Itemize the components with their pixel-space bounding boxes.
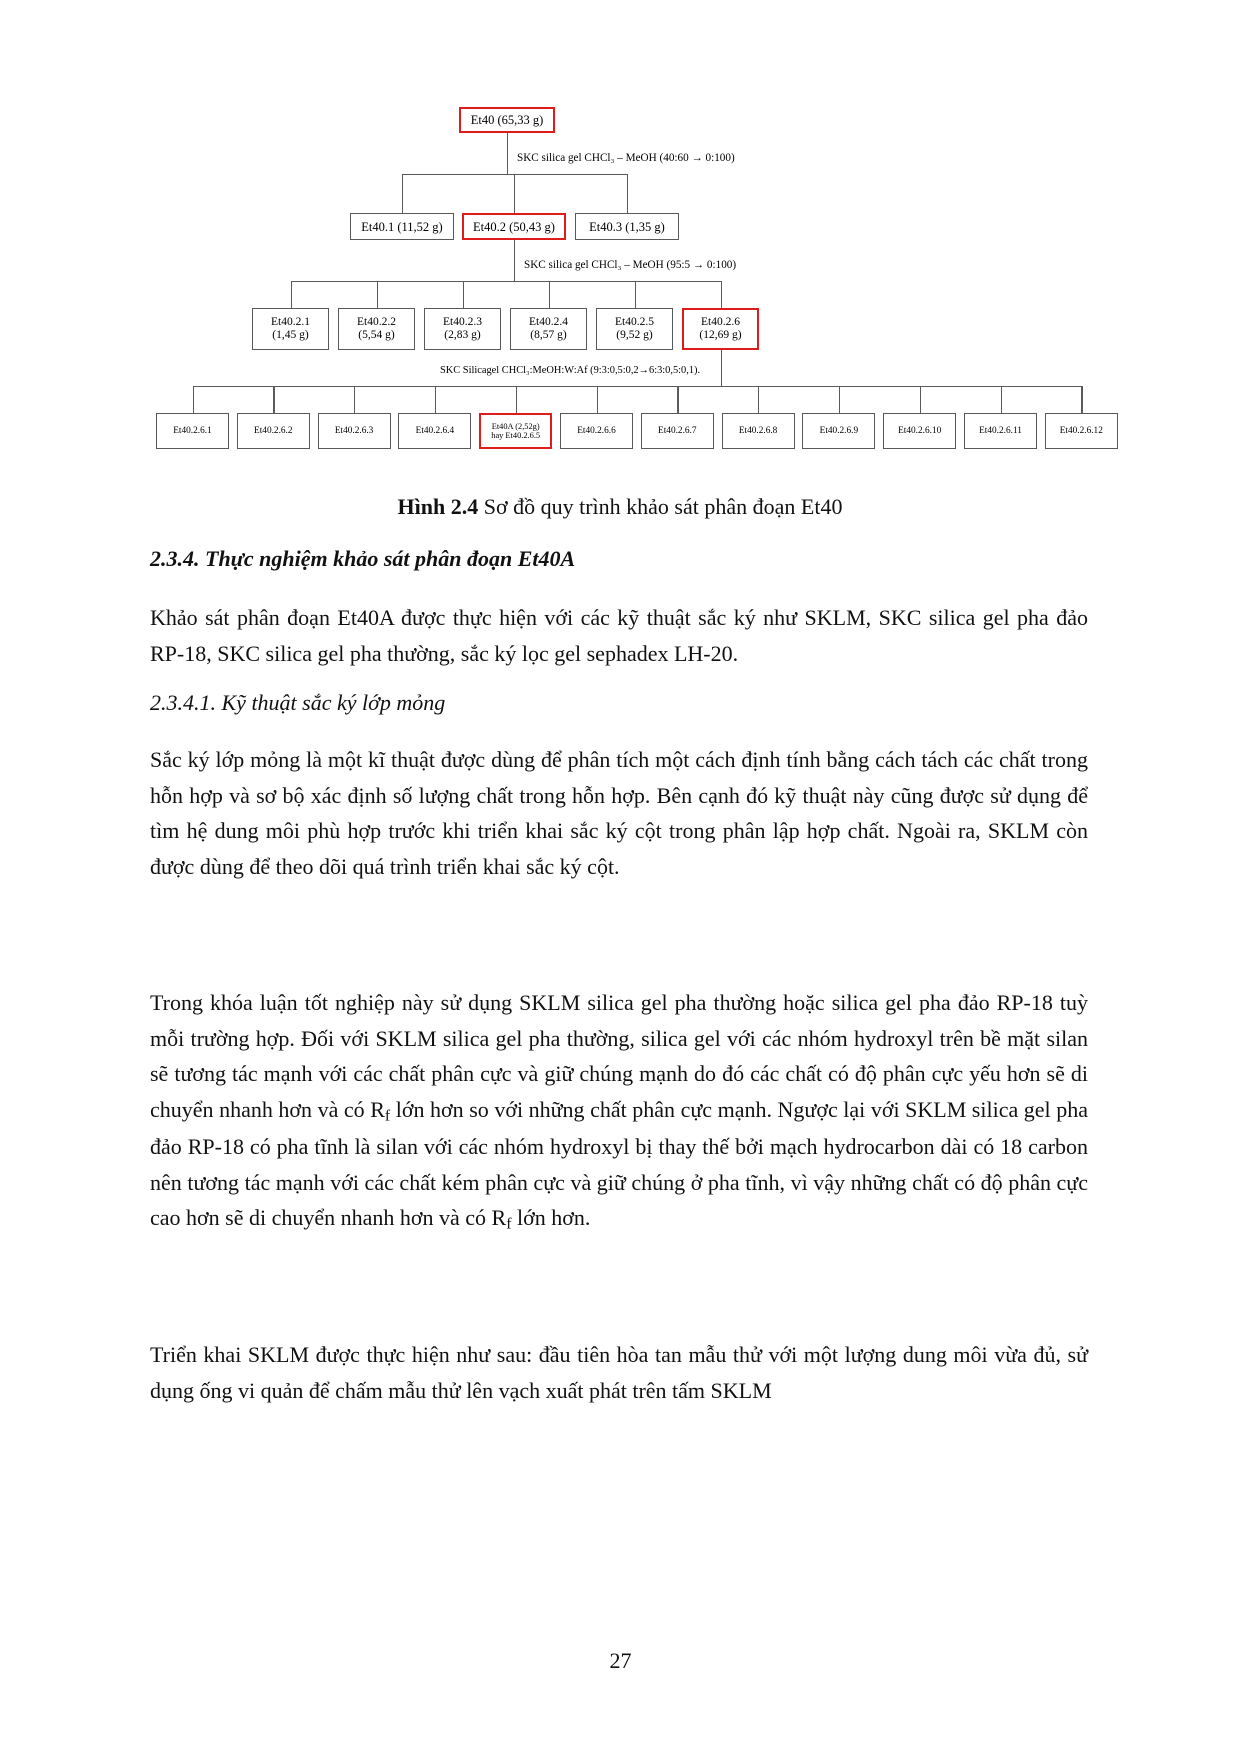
connector-to-level3-12 [1081, 386, 1082, 413]
node-label-primary: Et40A (2,52g) [491, 421, 540, 431]
node-level2-6 [682, 308, 759, 350]
node-label-primary: Et40.2.3 [443, 316, 482, 329]
node-label-primary: Et40.2.6.12 [1059, 425, 1103, 436]
node-level2-5 [596, 308, 673, 350]
connector-to-level1-1 [402, 174, 403, 213]
node-label-primary: Et40.2.4 [529, 316, 568, 329]
node-level3-3 [318, 413, 391, 449]
connector-to-level3-7 [677, 386, 678, 413]
node-label-secondary: (2,83 g) [444, 329, 481, 341]
connector-root-down [507, 133, 508, 174]
node-level3-1 [156, 413, 229, 449]
node-level2-1 [252, 308, 329, 350]
node-label-secondary: hay Et40.2.6.5 [491, 431, 541, 440]
connector-to-level3-10 [920, 386, 921, 413]
connector-to-level3-5 [516, 386, 517, 413]
node-level1-2 [462, 213, 566, 240]
connector-level2-down [721, 350, 722, 386]
node-label-primary: Et40.2.6 [701, 316, 740, 329]
connector-to-level2-3 [463, 281, 464, 308]
node-level1-1 [350, 213, 454, 240]
connector-to-level1-3 [627, 174, 628, 213]
node-label-primary: Et40.1 (11,52 g) [361, 219, 443, 234]
rf-subscript-1: f [384, 1107, 391, 1125]
node-label-secondary: (9,52 g) [616, 329, 653, 341]
connector-bus-level3 [193, 386, 1082, 387]
node-level3-9 [802, 413, 875, 449]
figure-caption-label: Hình 2.4 [397, 494, 479, 519]
paragraph-3 [150, 985, 1088, 1237]
connector-to-level3-2 [273, 386, 274, 413]
figure-caption-text: Sơ đồ quy trình khảo sát phân đoạn Et40 [478, 494, 843, 519]
connector-to-level3-11 [1001, 386, 1002, 413]
node-label-primary: Et40.2.6.4 [415, 425, 455, 436]
node-label-primary: Et40.2 (50,43 g) [473, 219, 555, 234]
node-level3-4 [398, 413, 471, 449]
node-level3-2 [237, 413, 310, 449]
connector-to-level3-8 [758, 386, 759, 413]
node-label-primary: Et40 (65,33 g) [470, 113, 544, 127]
node-level1-3 [575, 213, 679, 240]
node-level2-2 [338, 308, 415, 350]
connector-to-level3-1 [193, 386, 194, 413]
node-label-primary: Et40.2.6.11 [979, 425, 1022, 436]
heading-2-3-4: 2.3.4. Thực nghiệm khảo sát phân đoạn Et40A [150, 546, 576, 571]
paragraph-2: Sắc ký lớp mỏng là một kĩ thuật được dùng để phân tích một cách định tính bằng cách tách các chất trong hỗn hợp và sơ bộ xác định số lượng chất trong hỗn hợp. Bên cạnh đó kỹ thuật này cũng được sử dụng để tìm hệ dung môi phù hợp trước khi triển khai sắc ký cột trong phân lập hợp chất. Ngoài ra, SKLM còn được dùng để theo dõi quá trình triển khai sắc ký cột. [150, 747, 1088, 879]
node-label-primary: Et40.3 (1,35 g) [589, 219, 665, 234]
connector-to-level2-5 [635, 281, 636, 308]
node-label-secondary: (12,69 g) [699, 329, 742, 341]
edge-label-level2: SKC silica gel CHCl₃ – MeOH (95:5 → 0:100) [524, 259, 737, 271]
rf-subscript-2: f [506, 1215, 512, 1233]
node-label-primary: Et40.2.1 [271, 316, 310, 329]
node-level3-5 [479, 413, 552, 449]
node-level3-11 [964, 413, 1037, 449]
node-level3-6 [560, 413, 633, 449]
figure-caption [150, 492, 1090, 522]
node-label-primary: Et40.2.6.7 [658, 425, 697, 436]
node-label-primary: Et40.2.6.2 [254, 425, 293, 436]
page-number: 27 [609, 1648, 632, 1673]
node-level3-12 [1045, 413, 1118, 449]
node-label-secondary: (5,54 g) [358, 329, 395, 341]
node-level3-7 [641, 413, 714, 449]
node-label-primary: Et40.2.5 [615, 316, 654, 329]
node-label-primary: Et40.2.6.1 [173, 425, 212, 436]
connector-to-level3-3 [354, 386, 355, 413]
node-label-primary: Et40.2.6.10 [898, 425, 942, 436]
paragraph-4: Triển khai SKLM được thực hiện như sau: đầu tiên hòa tan mẫu thử với một lượng dung môi vừa đủ, sử dụng ống vi quản để chấm mẫu thử lên vạch xuất phát trên tấm SKLM [150, 1342, 1088, 1403]
node-label-secondary: (8,57 g) [530, 329, 567, 341]
connector-to-level2-6 [721, 281, 722, 308]
node-level2-3 [424, 308, 501, 350]
edge-label-level1: SKC silica gel CHCl₃ – MeOH (40:60 → 0:100) [517, 152, 735, 164]
node-level2-4 [510, 308, 587, 350]
connector-level1-down [514, 240, 515, 281]
paragraph-3-part-c: lớn hơn. [511, 1205, 591, 1231]
connector-to-level3-9 [839, 386, 840, 413]
flow-diagram [150, 95, 1150, 485]
connector-bus-level2 [291, 281, 721, 282]
connector-to-level2-2 [377, 281, 378, 308]
node-label-secondary: (1,45 g) [272, 329, 309, 341]
heading-2-3-4-1: 2.3.4.1. Kỹ thuật sắc ký lớp mỏng [150, 690, 446, 715]
figure-2-4 [150, 95, 1150, 485]
paragraph-3-part-a: Trong khóa luận tốt nghiệp này sử dụng SKLM silica gel pha thường hoặc silica gel pha đảo RP-18 tuỳ mỗi trường hợp. Đối với SKLM silica gel pha thường, silica gel với các nhóm hydroxyl trên bề mặt silan sẽ tương tác mạnh với các chất phân cực và giữ chúng mạnh do đó các chất có độ phân cực yếu hơn sẽ di chuyển nhanh hơn và có R [150, 990, 1088, 1122]
paragraph-1: Khảo sát phân đoạn Et40A được thực hiện với các kỹ thuật sắc ký như SKLM, SKC silica gel pha đảo RP-18, SKC silica gel pha thường, sắc ký lọc gel sephadex LH-20. [150, 605, 1088, 666]
node-label-primary: Et40.2.6.3 [334, 425, 374, 436]
node-label-primary: Et40.2.6.8 [738, 425, 778, 436]
node-et40-root [459, 107, 555, 133]
connector-to-level1-2 [514, 174, 515, 213]
connector-to-level3-4 [435, 386, 436, 413]
node-label-primary: Et40.2.6.6 [577, 425, 616, 436]
node-label-primary: Et40.2.2 [357, 316, 396, 329]
connector-to-level3-6 [597, 386, 598, 413]
node-level3-10 [883, 413, 956, 449]
edge-label-level3: SKC Silicagel CHCl₃:MeOH:W:Af (9:3:0,5:0,2→6:3:0,5:0,1). [440, 365, 701, 376]
node-label-primary: Et40.2.6.9 [819, 425, 859, 436]
paragraph-3-part-b: lớn hơn so với những chất phân cực mạnh. Ngược lại với SKLM silica gel pha đảo RP-18 có pha tĩnh là silan với các nhóm hydroxyl bị thay thế bởi mạch hydrocarbon dài có 18 carbon nên tương tác mạnh với các chất kém phân cực và giữ chúng ở pha tĩnh, vì vậy những chất có độ phân cực cao hơn sẽ di chuyển nhanh hơn và có R [150, 1096, 1088, 1231]
node-level3-8 [722, 413, 795, 449]
connector-to-level2-1 [291, 281, 292, 308]
connector-to-level2-4 [549, 281, 550, 308]
